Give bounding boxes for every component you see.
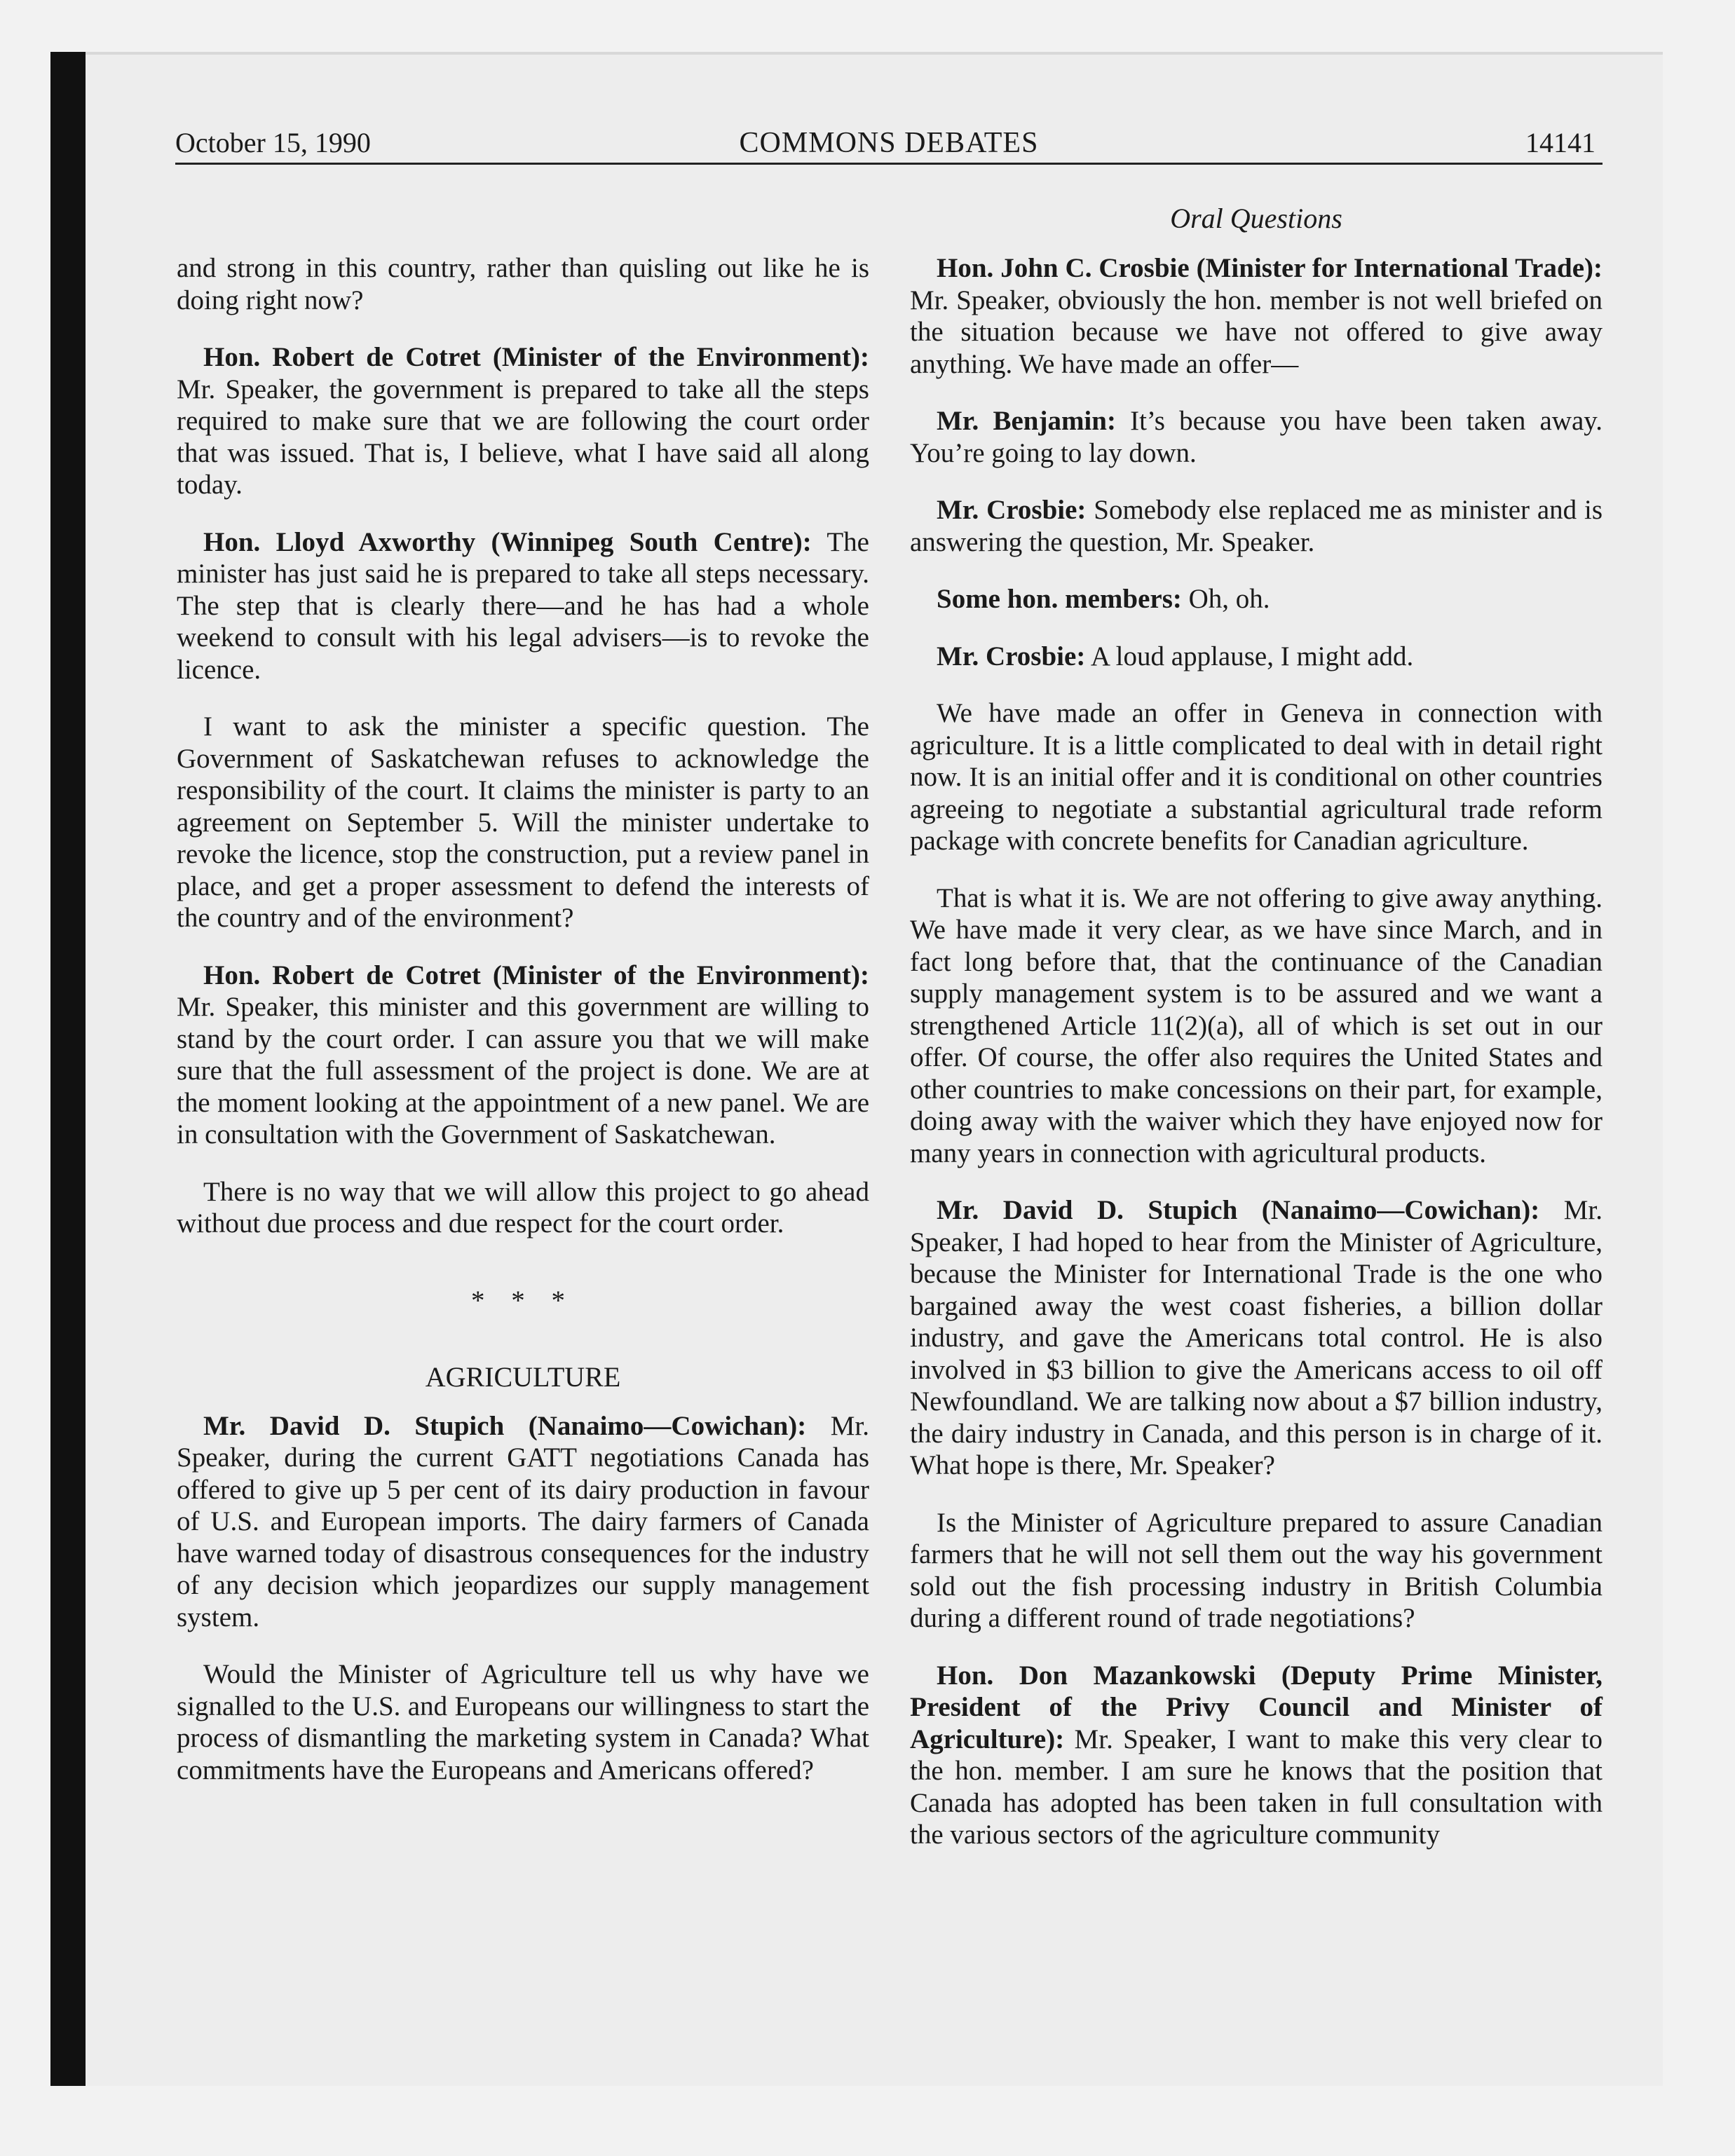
paragraph: Would the Minister of Agriculture tell us why have we signalled to the U.S. and Europeans our willingness to start the process of dismantling the marketing system in Canada? What commitments have the Europeans and Americans offered? xyxy=(177,1659,869,1785)
speaker-name: Mr. David D. Stupich (Nanaimo—Cowichan): xyxy=(203,1410,807,1441)
speech-text: Mr. Speaker, I had hoped to hear from the Minister of Agriculture, because the Minister for International Trade is the one who bargained away the west coast fisheries, a billion dollar industry, and gave the Americans total control. He is also involved in $3 billion to give the Americans access to oil off Newfoundland. We are talking now about a $7 billion industry, the dairy industry in Canada, and this person is in charge of it. What hope is there, Mr. Speaker? xyxy=(910,1195,1603,1480)
paragraph xyxy=(910,252,1603,380)
paragraph: There is no way that we will allow this project to go ahead without due process and due respect for the court order. xyxy=(177,1176,869,1239)
paragraph xyxy=(177,341,869,501)
speech-text: Mr. Speaker, this minister and this government are willing to stand by the court order. I can assure you that we will make sure that the full assessment of the project is done. We are at the moment looking at the appointment of a new panel. We are in consultation with the Government of Saskatchewan. xyxy=(177,992,869,1149)
left-column xyxy=(177,252,869,1811)
header-rule xyxy=(175,163,1603,165)
paragraph xyxy=(910,583,1603,615)
speech-text: Oh, oh. xyxy=(1181,584,1270,614)
speech-text: It’s because you have been taken away. You’re going to lay down. xyxy=(910,406,1603,468)
paragraph xyxy=(910,405,1603,469)
paragraph: That is what it is. We are not offering to give away anything. We have made it very clear, as we have since March, and in fact long before that, that the continuance of the Canadian supply management system is to be assured and we want a strengthened Article 11(2)(a), all of which is set out in our offer. Of course, the offer also requires the United States and other countries to make concessions on their part, for example, doing away with the waiver which they have enjoyed now for many years in connection with agricultural products. xyxy=(910,882,1603,1168)
speech-text: Mr. Speaker, during the current GATT negotiations Canada has offered to give up 5 per cent of its dairy production in favour of U.S. and European imports. The dairy farmers of Canada have warned today of disastrous consequences for the industry of any decision which jeopardizes our supply management system. xyxy=(177,1410,870,1632)
speaker-name: Hon. Lloyd Axworthy (Winnipeg South Centre): xyxy=(203,526,812,557)
paragraph: and strong in this country, rather than quisling out like he is doing right now? xyxy=(177,253,869,315)
section-separator: * * * xyxy=(471,1285,575,1316)
paragraph: We have made an offer in Geneva in connection with agriculture. It is a little complicated to deal with in detail right now. It is an initial offer and it is conditional on other countries agreeing to negotiate a substantial agricultural trade reform package with concrete benefits for Canadian agriculture. xyxy=(910,698,1603,856)
speaker-name: Mr. Crosbie: xyxy=(937,641,1086,671)
paragraph xyxy=(177,526,869,686)
paragraph: Is the Minister of Agriculture prepared to assure Canadian farmers that he will not sell them out the way his government sold out the fish processing industry in British Columbia during a different round of trade negotiations? xyxy=(910,1507,1603,1633)
section-heading: Oral Questions xyxy=(1170,203,1342,234)
speaker-name: Hon. John C. Crosbie (Minister for International Trade): xyxy=(937,253,1603,283)
paragraph xyxy=(177,960,869,1151)
paragraph xyxy=(177,1410,869,1634)
speech-text: Mr. Speaker, the government is prepared to take all the steps required to make sure that we are following the court order that was issued. That is, I believe, what I have said all along today. xyxy=(177,374,869,500)
running-header xyxy=(175,121,1603,163)
paragraph xyxy=(910,641,1603,673)
scan-border-left xyxy=(50,52,86,2086)
speaker-name: Mr. Crosbie: xyxy=(937,495,1087,525)
speaker-name: Some hon. members: xyxy=(937,584,1182,614)
paragraph xyxy=(910,1194,1603,1482)
speech-text: The minister has just said he is prepared to take all steps necessary. The step that is clearly there—and he has had a whole weekend to consult with his legal advisers—is to revoke the licence. xyxy=(177,526,869,685)
speech-text: A loud applause, I might add. xyxy=(1085,641,1414,671)
paragraph: I want to ask the minister a specific question. The Government of Saskatchewan refuses to acknowledge the responsibility of the court. It claims the minister is party to an agreement on September 5. Will the minister undertake to revoke the licence, stop the construction, put a review panel in place, and get a proper assessment to defend the interests of the country and of the environment? xyxy=(177,711,869,933)
header-date: October 15, 1990 xyxy=(175,127,371,158)
speech-text: Somebody else replaced me as minister and is answering the question, Mr. Speaker. xyxy=(910,495,1603,557)
page-number: 14141 xyxy=(1525,127,1595,158)
speech-text: Mr. Speaker, obviously the hon. member is not well briefed on the situation because we have not offered to give away anything. We have made an offer— xyxy=(910,285,1603,379)
subject-heading: AGRICULTURE xyxy=(425,1361,621,1393)
speaker-name: Hon. Robert de Cotret (Minister of the Environment): xyxy=(203,960,869,990)
right-column xyxy=(910,252,1603,1876)
header-title: COMMONS DEBATES xyxy=(739,127,1039,159)
speaker-name: Hon. Robert de Cotret (Minister of the Environment): xyxy=(203,342,869,372)
speaker-name: Mr. Benjamin: xyxy=(937,406,1116,436)
speaker-name: Mr. David D. Stupich (Nanaimo—Cowichan): xyxy=(937,1195,1540,1225)
paragraph xyxy=(910,494,1603,558)
speaker-name: Hon. Don Mazankowski (Deputy Prime Minister, President of the Privy Council and Minister of Agriculture): xyxy=(910,1660,1603,1754)
speech-text: Mr. Speaker, I want to make this very clear to the hon. member. I am sure he knows that the position that Canada has adopted has been taken in full consultation with the various sectors of the agriculture community xyxy=(910,1724,1603,1850)
paragraph xyxy=(910,1660,1603,1851)
